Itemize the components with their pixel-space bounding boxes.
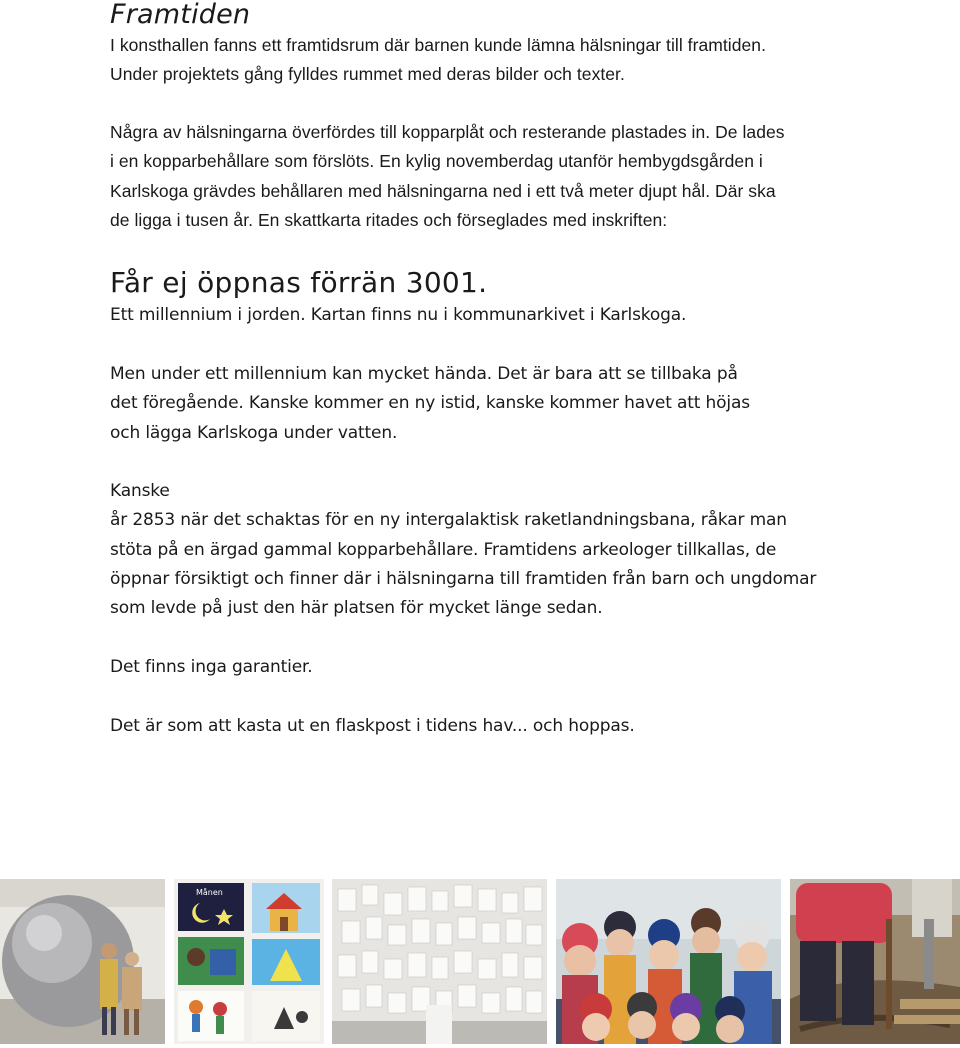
- photo-silver-sphere: [0, 879, 165, 1044]
- text-line: Några av hälsningarna överfördes till kopparplåt och resterande plastades in. De lades: [110, 122, 785, 142]
- burial-paragraph: [110, 118, 850, 235]
- closing-paragraph: [110, 712, 850, 741]
- change-paragraph: [110, 360, 850, 448]
- text-line: stöta på en ärgad gammal kopparbehållare. Framtidens arkeologer tillkallas, de: [110, 539, 777, 560]
- text-line: Kanske: [110, 481, 170, 501]
- drawing-caption: Månen: [196, 888, 223, 897]
- text-line: år 2853 när det schaktas för en ny intergalaktisk raketlandningsbana, råkar man: [110, 510, 787, 531]
- photo-drawings-wall: [174, 879, 324, 1044]
- text-line: I konsthallen fanns ett framtidsrum där barnen kunde lämna hälsningar till framtiden.: [110, 35, 766, 55]
- intro-paragraph: [110, 31, 850, 90]
- text-line: som levde på just den här platsen för mycket länge sedan.: [110, 598, 603, 619]
- text-line: Karlskoga grävdes behållaren med hälsningarna ned i ett två meter djupt hål. Där ska: [110, 180, 776, 201]
- millennium-paragraph: [110, 301, 850, 330]
- text-line: Men under ett millennium kan mycket hända. Det är bara att se tillbaka på: [110, 364, 738, 384]
- no-guarantees-paragraph: [110, 653, 850, 682]
- photo-digging-hole: [790, 879, 960, 1044]
- text-line: det föregående. Kanske kommer en ny istid, kanske kommer havet att höjas: [110, 393, 750, 414]
- page-title: Framtiden: [110, 0, 251, 30]
- text-line: de ligga i tusen år. En skattkarta ritades och förseglades med inskriften:: [110, 209, 668, 230]
- text-line: och lägga Karlskoga under vatten.: [110, 422, 398, 443]
- text-line: Det är som att kasta ut en flaskpost i tidens hav... och hoppas.: [110, 716, 635, 736]
- photo-papers-wall: [332, 879, 547, 1044]
- maybe-paragraph: [110, 477, 850, 623]
- text-line: Under projektets gång fylldes rummet med deras bilder och texter.: [110, 64, 625, 85]
- photo-children-group: [556, 879, 781, 1044]
- text-line: i en kopparbehållare som förslöts. En kylig novemberdag utanför hembygdsgården i: [110, 151, 763, 172]
- text-line: öppnar försiktigt och finner där i hälsningarna till framtiden från barn och ungdomar: [110, 568, 817, 589]
- inscription-text: Får ej öppnas förrän 3001.: [110, 266, 488, 299]
- text-line: Det finns inga garantier.: [110, 657, 313, 677]
- photo-strip: [0, 879, 960, 1044]
- text-line: Ett millennium i jorden. Kartan finns nu i kommunarkivet i Karlskoga.: [110, 305, 687, 325]
